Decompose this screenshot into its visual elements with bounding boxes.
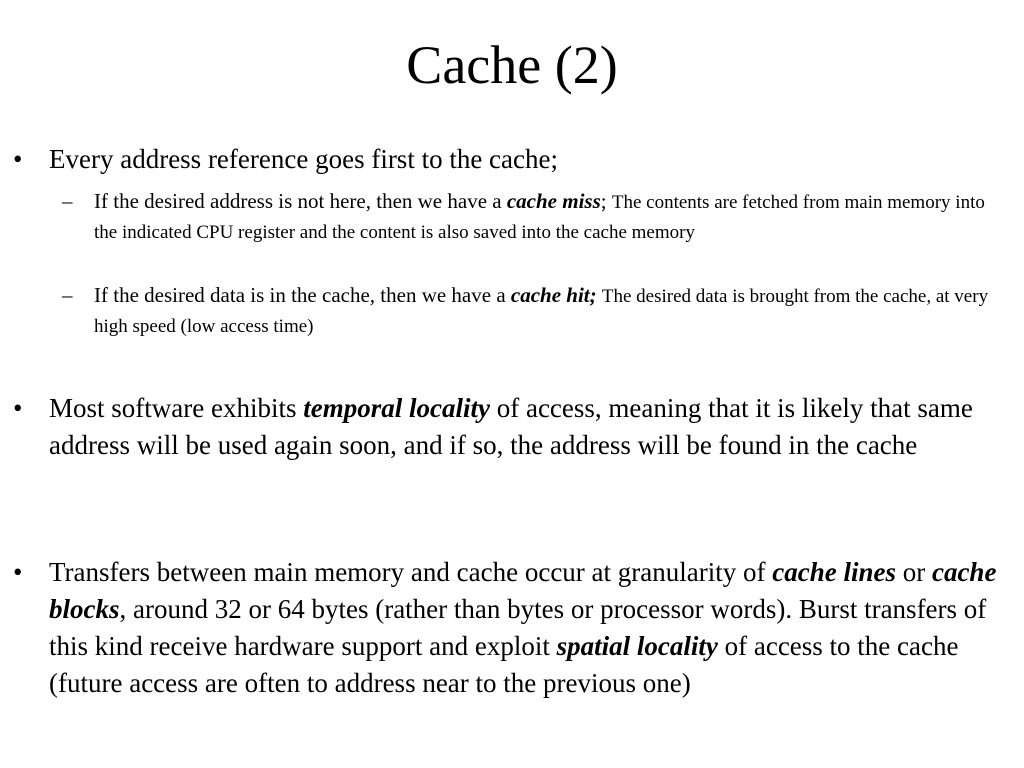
sub-bullet-detail: The contents are fetched from main memory into the indicated CPU register and the content is also saved into the cache memory — [94, 192, 985, 243]
sub-bullet-marker: – — [62, 283, 73, 307]
bullet-text — [49, 390, 1014, 464]
sub-bullet-text — [94, 281, 1009, 341]
term-cache-hit: cache hit; — [510, 283, 597, 307]
bullet-text-c: , around 32 or 64 bytes (rather than bytes or processor words). Burst transfers of this kind receive hardware support and exploit — [49, 594, 987, 661]
sub-bullet-text — [94, 187, 1009, 247]
term-cache-blocks: cache blocks — [49, 557, 997, 624]
sub-bullet-marker: – — [62, 189, 73, 213]
sub-bullet-text-a: If the desired data is in the cache, then we have a — [94, 283, 511, 307]
term-spatial-locality: spatial locality — [556, 631, 718, 661]
term-cache-miss: cache miss — [506, 189, 601, 213]
bullet-text-a: Most software exhibits — [49, 393, 304, 423]
bullet-text-content: Every address reference goes first to the cache; — [49, 144, 558, 174]
sub-bullet-detail: The desired data is brought from the cache, at very high speed (low access time) — [94, 286, 989, 337]
bullet-text — [49, 554, 1014, 702]
bullet-text-a: Transfers between main memory and cache occur at granularity of — [49, 557, 773, 587]
sub-bullet-text-b: ; — [600, 189, 612, 213]
bullet-text-b: of access, meaning that it is likely that same address will be used again soon, and if so, the address will be found in the cache — [49, 393, 973, 460]
term-cache-lines: cache lines — [772, 557, 896, 587]
bullet-marker: • — [13, 144, 23, 174]
bullet-text-d: of access to the cache (future access are often to address near to the previous one) — [49, 631, 959, 698]
bullet-marker: • — [13, 557, 23, 587]
bullet-text — [49, 141, 1014, 178]
bullet-text-b: or — [895, 557, 932, 587]
slide-title: Cache (2) — [406, 35, 618, 95]
sub-bullet-text-a: If the desired address is not here, then we have a — [94, 189, 507, 213]
term-temporal-locality: temporal locality — [303, 393, 490, 423]
bullet-marker: • — [13, 393, 23, 423]
